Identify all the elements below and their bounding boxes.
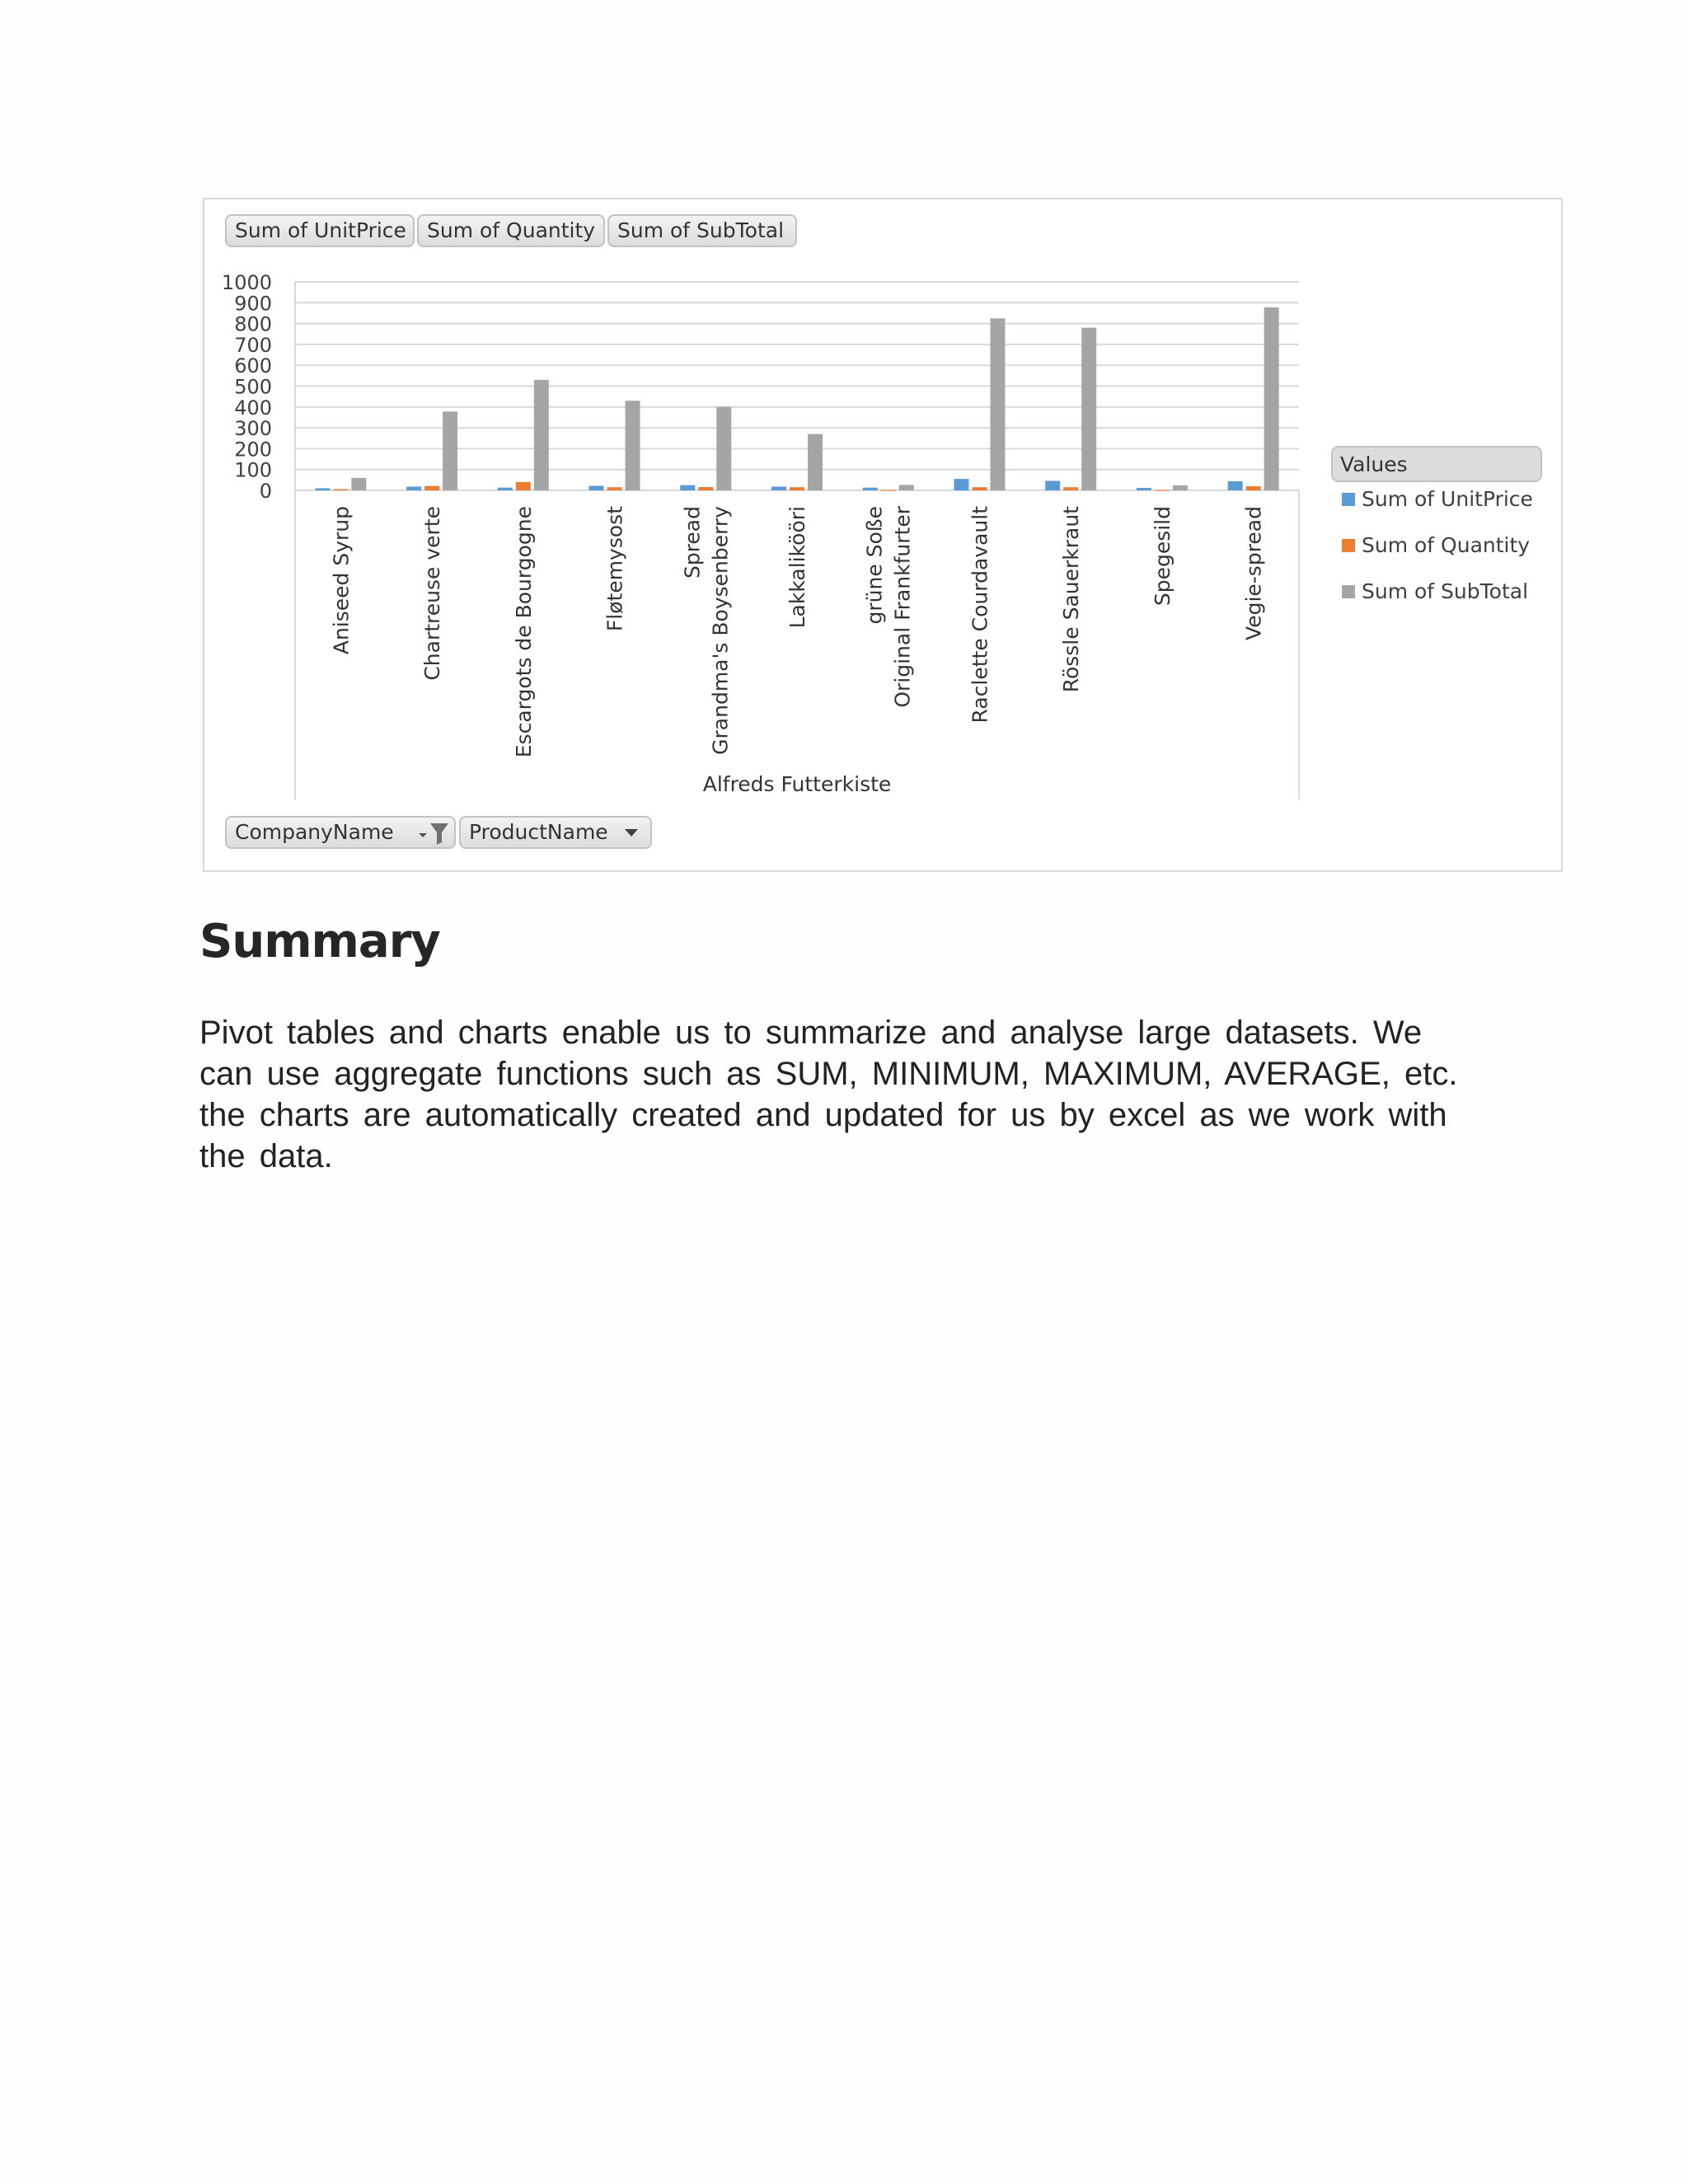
legend-entry: Sum of SubTotal xyxy=(1362,579,1529,603)
bar-sum-of-quantity xyxy=(333,489,348,490)
value-field-button-unitprice[interactable]: Sum of UnitPrice xyxy=(225,214,415,247)
funnel-filter-icon[interactable] xyxy=(412,821,453,846)
company-group-label: Alfreds Futterkiste xyxy=(702,772,892,796)
bar-sum-of-quantity xyxy=(516,482,531,490)
legend-swatch xyxy=(1342,539,1355,552)
bar-sum-of-unitprice xyxy=(589,486,604,490)
dropdown-arrow-icon[interactable] xyxy=(621,821,645,846)
axis-field-label-productname: ProductName xyxy=(469,820,608,844)
legend-entry: Sum of UnitPrice xyxy=(1362,487,1533,511)
bar-sum-of-subtotal xyxy=(990,318,1005,490)
category-label: Grandma's BoysenberrySpread xyxy=(680,506,733,755)
category-label: Fløtemysost xyxy=(603,506,627,632)
category-label: Raclette Courdavault xyxy=(968,506,992,724)
bar-sum-of-unitprice xyxy=(1228,481,1243,490)
bar-sum-of-subtotal xyxy=(534,380,549,490)
y-tick-label: 200 xyxy=(234,438,272,462)
legend-swatch xyxy=(1342,585,1355,598)
y-tick-label: 300 xyxy=(234,417,272,441)
legend-swatch xyxy=(1342,493,1355,506)
bar-sum-of-subtotal xyxy=(626,401,640,490)
bar-sum-of-unitprice xyxy=(954,479,968,490)
bar-sum-of-subtotal xyxy=(1264,307,1279,490)
y-tick-label: 0 xyxy=(259,480,272,503)
bar-sum-of-unitprice xyxy=(680,485,695,490)
bar-sum-of-unitprice xyxy=(771,486,786,490)
bar-sum-of-unitprice xyxy=(498,488,513,490)
y-tick-label: 100 xyxy=(234,458,272,482)
bar-sum-of-subtotal xyxy=(716,407,731,490)
bar-sum-of-unitprice xyxy=(863,488,878,490)
summary-heading: Summary xyxy=(199,915,440,968)
bar-sum-of-unitprice xyxy=(406,486,421,490)
category-label: Lakkalikööri xyxy=(785,506,809,629)
y-tick-label: 800 xyxy=(234,312,272,336)
y-tick-label: 600 xyxy=(234,354,272,378)
bar-sum-of-quantity xyxy=(1063,487,1078,490)
bar-sum-of-quantity xyxy=(424,486,439,490)
bar-sum-of-subtotal xyxy=(1081,328,1096,490)
y-tick-label: 500 xyxy=(234,375,272,399)
value-field-button-subtotal[interactable]: Sum of SubTotal xyxy=(607,214,797,247)
bar-sum-of-quantity xyxy=(790,487,804,490)
y-tick-label: 1000 xyxy=(221,271,272,294)
bar-sum-of-quantity xyxy=(972,487,987,490)
category-label: Original Frankfurtergrüne Soße xyxy=(862,506,915,708)
bar-sum-of-subtotal xyxy=(443,411,457,490)
bar-sum-of-unitprice xyxy=(315,488,330,490)
bar-sum-of-subtotal xyxy=(351,478,366,490)
axis-field-button-companyname[interactable] xyxy=(225,816,456,849)
category-label: Rössle Sauerkraut xyxy=(1059,506,1084,693)
legend-entry: Sum of Quantity xyxy=(1362,533,1531,557)
category-label: Aniseed Syrup xyxy=(329,506,354,655)
category-label: Chartreuse verte xyxy=(420,506,445,681)
bar-sum-of-unitprice xyxy=(1045,480,1060,490)
bar-sum-of-quantity xyxy=(698,487,713,490)
y-tick-label: 900 xyxy=(234,292,272,316)
bar-sum-of-unitprice xyxy=(1137,488,1151,490)
bar-sum-of-subtotal xyxy=(808,434,823,490)
summary-paragraph: Pivot tables and charts enable us to summarize and analyse large datasets. We can use aggregate functions such as SUM, MINIMUM, MAXIMUM, AVERAGE, etc. the charts are automatically created and updated for us by excel as we work with the data. xyxy=(199,1015,1458,1174)
bar-sum-of-quantity xyxy=(607,487,622,490)
category-label: Vegie-spread xyxy=(1241,506,1266,640)
category-label: Spegesild xyxy=(1150,506,1175,607)
bar-sum-of-subtotal xyxy=(899,485,914,490)
chart-plot xyxy=(204,199,1561,870)
axis-field-label-companyname: CompanyName xyxy=(235,820,394,844)
bar-sum-of-subtotal xyxy=(1173,485,1188,490)
category-label: Escargots de Bourgogne xyxy=(511,506,536,758)
axis-field-button-productname[interactable] xyxy=(459,816,652,849)
y-tick-label: 700 xyxy=(234,333,272,357)
bar-sum-of-quantity xyxy=(1246,486,1261,490)
legend-title: Values xyxy=(1340,452,1408,476)
pivot-chart[interactable] xyxy=(203,198,1563,872)
y-tick-label: 400 xyxy=(234,396,272,419)
value-field-button-quantity[interactable]: Sum of Quantity xyxy=(417,214,605,247)
